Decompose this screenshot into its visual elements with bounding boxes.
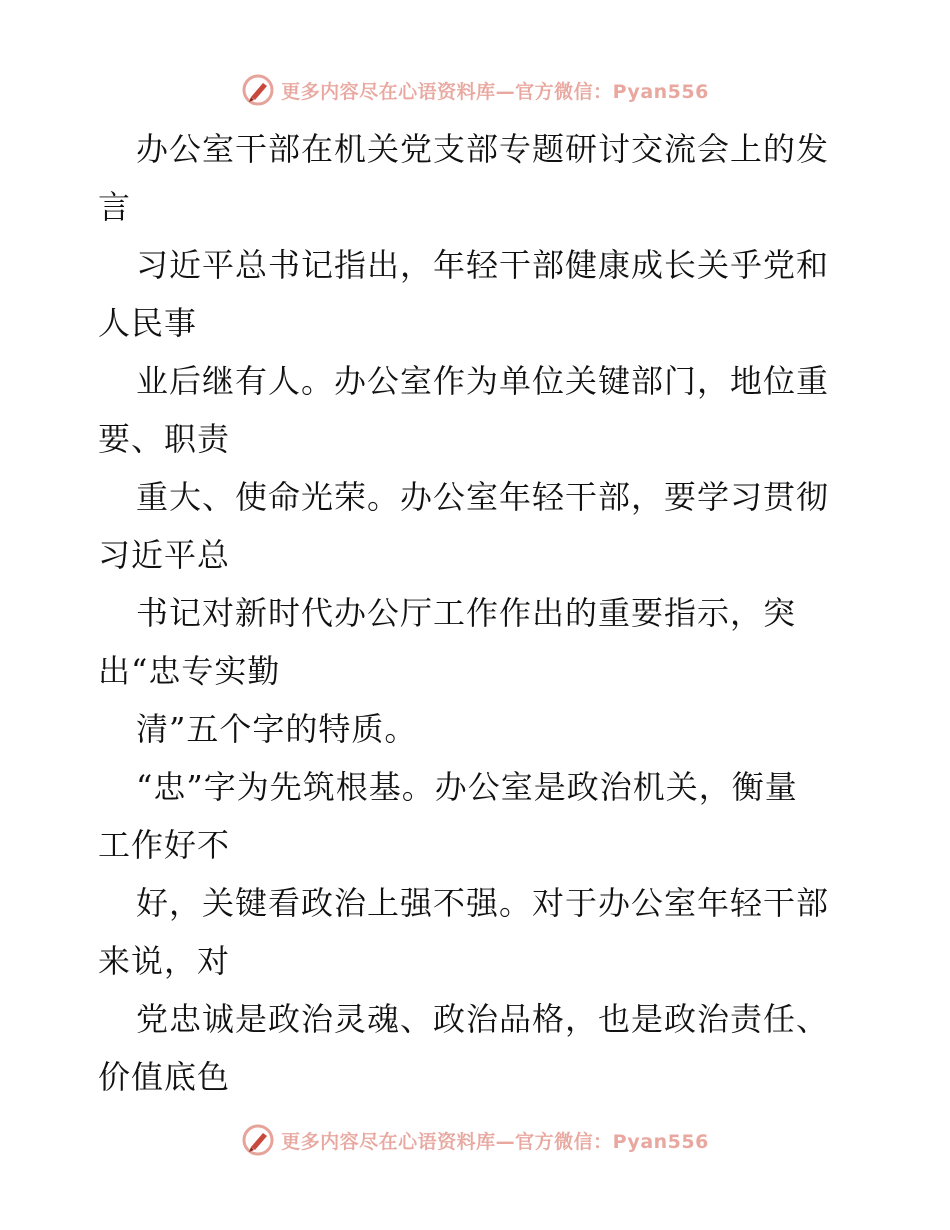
text-line: 工作好不	[98, 826, 231, 864]
text-line: 言	[98, 188, 132, 226]
footer-watermark	[0, 1120, 950, 1160]
document-body	[98, 120, 858, 1106]
text-line: 清”五个字的特质。	[136, 710, 418, 748]
pen-logo-icon	[241, 73, 275, 107]
text-line: 重大、使命光荣。办公室年轻干部，要学习贯彻	[136, 478, 830, 516]
text-line: 书记对新时代办公厅工作作出的重要指示，突	[136, 594, 797, 632]
text-line: 办公室干部在机关党支部专题研讨交流会上的发	[136, 130, 830, 168]
text-line: 要、职责	[98, 420, 231, 458]
text-line: 价值底色	[98, 1058, 231, 1096]
text-line: 出“忠专实勤	[98, 652, 281, 690]
text-line: 党忠诚是政治灵魂、政治品格，也是政治责任、	[136, 1000, 830, 1038]
text-line: 来说，对	[98, 942, 231, 980]
watermark-text: 更多内容尽在心语资料库—官方微信：Pyan556	[281, 1130, 709, 1153]
pen-logo-icon	[241, 1123, 275, 1157]
header-watermark	[0, 70, 950, 110]
text-line: 好，关键看政治上强不强。对于办公室年轻干部	[136, 884, 830, 922]
text-line: “忠”字为先筑根基。办公室是政治机关，衡量	[136, 768, 798, 806]
text-line: 人民事	[98, 304, 198, 342]
text-line: 习近平总	[98, 536, 231, 574]
text-line: 习近平总书记指出，年轻干部健康成长关乎党和	[136, 246, 830, 284]
watermark-text: 更多内容尽在心语资料库—官方微信：Pyan556	[281, 80, 709, 103]
text-line: 业后继有人。办公室作为单位关键部门，地位重	[136, 362, 830, 400]
